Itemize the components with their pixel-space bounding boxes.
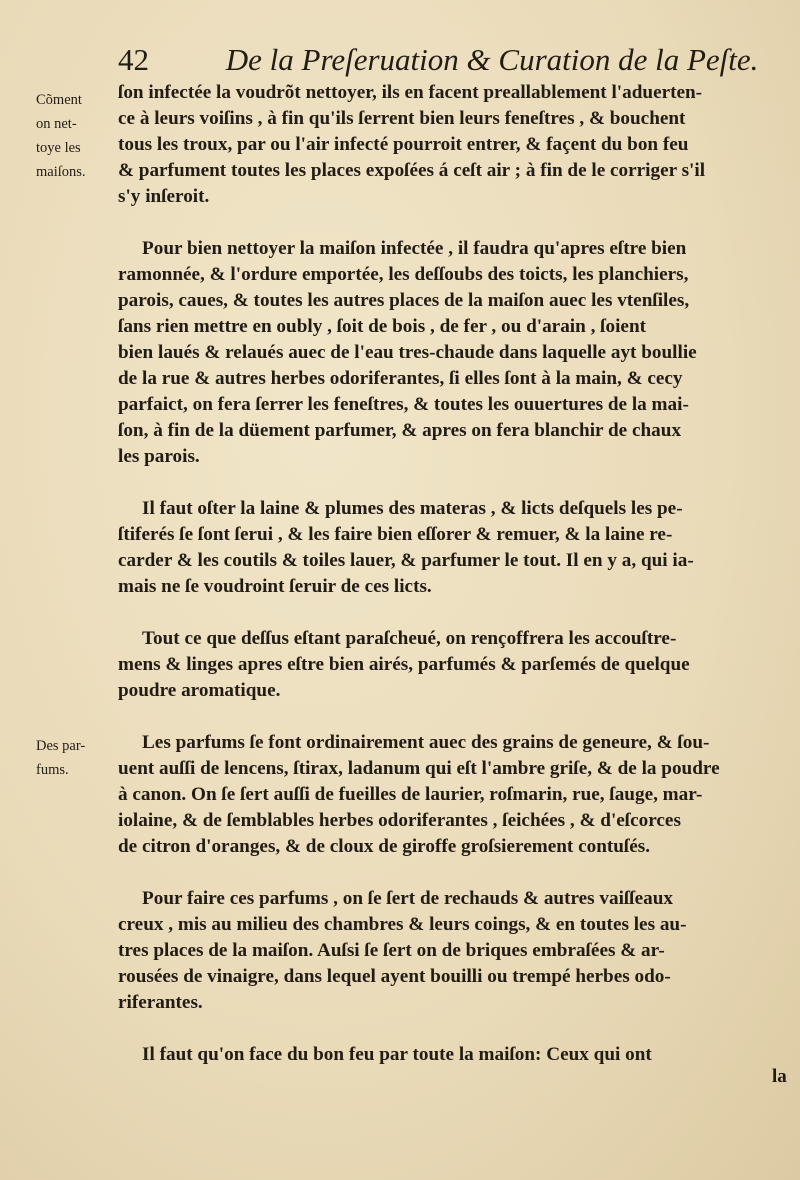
text-line: uent auſſi de lencens, ſtirax, ladanum qui eſt l'ambre griſe, & de la poudre xyxy=(118,758,720,779)
paragraph-5 xyxy=(118,730,796,860)
text-line: ſon, à fin de la düement parfumer, & apres on fera blanchir de chaux xyxy=(118,420,682,441)
text-line: mens & linges apres eſtre bien airés, parfumés & parſemés de quelque xyxy=(118,654,690,675)
text-line: Il faut qu'on face du bon feu par toute la maiſon: Ceux qui ont xyxy=(142,1044,652,1065)
text-line: tres places de la maiſon. Auſsi ſe ſert on de briques embraſées & ar- xyxy=(118,940,665,961)
text-line: parfaict, on fera ſerrer les feneſtres, & toutes les ouuertures de la mai- xyxy=(118,394,689,415)
margin-note-perfumes: Des par- fums. xyxy=(36,738,86,778)
text-line: iolaine, & de ſemblables herbes odoriferantes , ſeichées , & d'eſcorces xyxy=(118,810,681,831)
text-line: ſon infectée la voudrõt nettoyer, ils en facent preallablement l'aduerten- xyxy=(118,82,703,103)
text-line: tous les troux, par ou l'air infecté pourroit entrer, & façent du bon feu xyxy=(118,134,689,155)
text-line: bien laués & relaués auec de l'eau tres-chaude dans laquelle ayt boullie xyxy=(118,342,697,363)
body-text xyxy=(118,80,796,1068)
text-line: carder & les coutils & toiles lauer, & parfumer le tout. Il en y a, qui ia- xyxy=(118,550,694,571)
text-line: ſtiferés ſe ſont ſerui , & les faire bien eſſorer & remuer, & la laine re- xyxy=(118,524,673,545)
catchword: la xyxy=(772,1066,787,1087)
paragraph-6 xyxy=(118,886,796,1016)
paragraph-1 xyxy=(118,80,796,210)
text-line: de citron d'oranges, & de cloux de giroffe groſsierement contuſés. xyxy=(118,836,651,857)
text-line: ramonnée, & l'ordure emportée, les deſſoubs des toicts, les planchiers, xyxy=(118,264,689,285)
running-title: De la Preſeruation & Curation de la Peſte. xyxy=(225,42,759,77)
text-line: Les parfums ſe font ordinairement auec des grains de geneure, & ſou- xyxy=(142,732,710,753)
text-line: s'y inſeroit. xyxy=(118,186,210,207)
paragraph-7 xyxy=(118,1042,796,1068)
page-number: 42 xyxy=(118,42,149,77)
text-line: riferantes. xyxy=(118,992,203,1013)
text-line: creux , mis au milieu des chambres & leurs coings, & en toutes les au- xyxy=(118,914,687,935)
margin-note-cleaning-houses: Cõment on net- toye les maiſons. xyxy=(36,92,86,180)
paragraph-3 xyxy=(118,496,796,600)
text-line: rousées de vinaigre, dans lequel ayent bouilli ou trempé herbes odo- xyxy=(118,966,671,987)
text-line: de la rue & autres herbes odoriferantes, ſi elles ſont à la main, & cecy xyxy=(118,368,683,389)
text-line: à canon. On ſe ſert auſſi de fueilles de laurier, roſmarin, rue, ſauge, mar- xyxy=(118,784,703,805)
text-line: parois, caues, & toutes les autres places de la maiſon auec les vtenſiles, xyxy=(118,290,690,311)
text-line: ce à leurs voiſins , à fin qu'ils ſerrent bien leurs feneſtres , & bouchent xyxy=(118,108,686,129)
text-line: Tout ce que deſſus eſtant paraſcheué, on rençoffrera les accouſtre- xyxy=(142,628,677,649)
text-line: ſans rien mettre en oubly , ſoit de bois , de fer , ou d'arain , ſoient xyxy=(118,316,647,337)
paragraph-4 xyxy=(118,626,796,704)
text-line: les parois. xyxy=(118,446,200,467)
text-line: & parfument toutes les places expoſées á ceſt air ; à fin de le corriger s'il xyxy=(118,160,706,181)
paragraph-2 xyxy=(118,236,796,470)
text-line: poudre aromatique. xyxy=(118,680,281,701)
text-line: Il faut oſter la laine & plumes des materas , & licts deſquels les pe- xyxy=(142,498,683,519)
text-line: mais ne ſe voudroint ſeruir de ces licts. xyxy=(118,576,432,597)
page-header xyxy=(118,40,768,80)
text-line: Pour faire ces parfums , on ſe ſert de rechauds & autres vaiſſeaux xyxy=(142,888,673,909)
text-line: Pour bien nettoyer la maiſon infectée , il faudra qu'apres eſtre bien xyxy=(142,238,687,259)
